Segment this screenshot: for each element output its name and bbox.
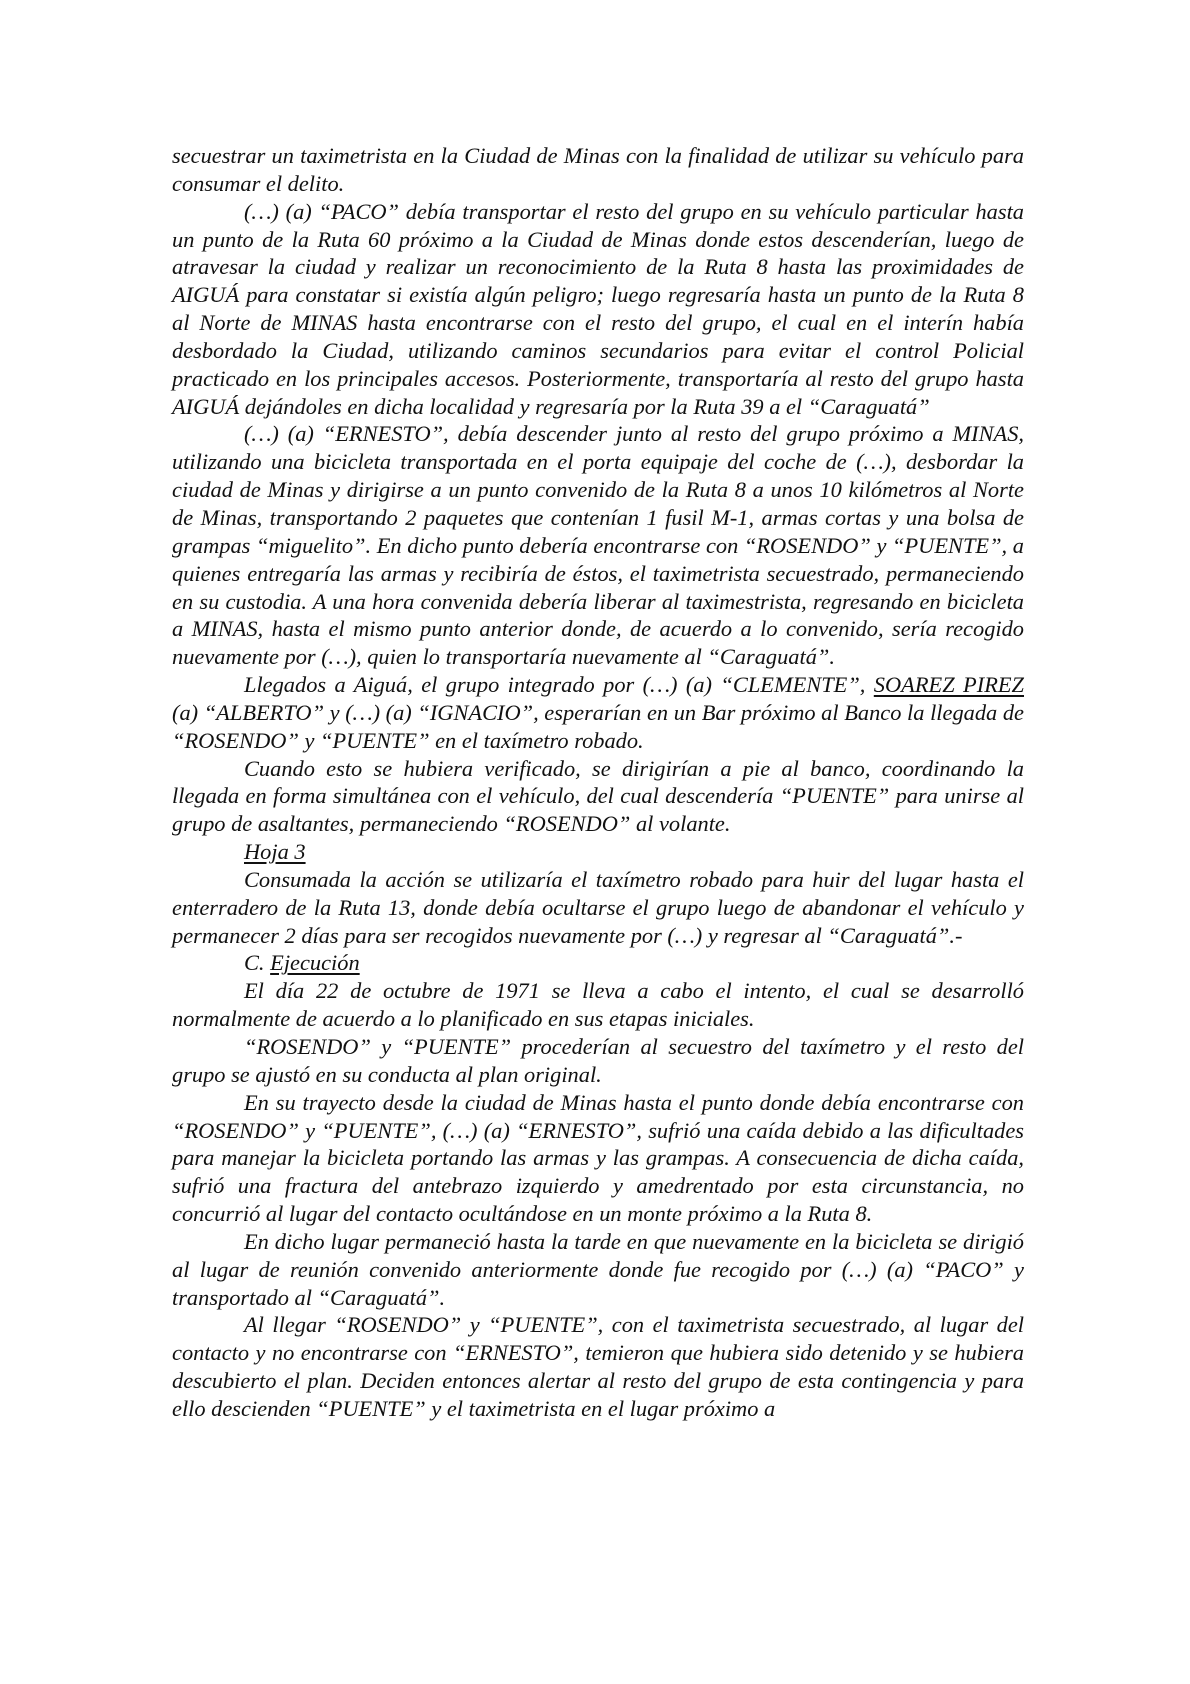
paragraph-4-text-b: (a) “ALBERTO” y (…) (a) “IGNACIO”, esperarían en un Bar próximo al Banco la llegada de “ROSENDO” y “PUENTE” en el taxímetro robado. xyxy=(172,699,1024,753)
paragraph-5: Cuando esto se hubiera verificado, se dirigirían a pie al banco, coordinando la llegada en forma simultánea con el vehículo, del cual descendería “PUENTE” para unirse al grupo de asaltantes, permaneciendo “ROSENDO” al volante. xyxy=(172,755,1024,837)
sheet-marker xyxy=(172,838,1024,866)
sheet-marker-text: Hoja 3 xyxy=(244,839,306,865)
paragraph-3: (…) (a) “ERNESTO”, debía descender junto al resto del grupo próximo a MINAS, utilizando una bicicleta transportada en el porta equipaje del coche de (…), desbordar la ciudad de Minas y dirigirse a un punto convenido de la Ruta 8 a unos 10 kilómetros al Norte de Minas, transportando 2 paquetes que contenían 1 fusil M-1, armas cortas y una bolsa de grampas “miguelito”. En dicho punto debería encontrarse con “ROSENDO” y “PUENTE”, a quienes entregaría las armas y recibiría de éstos, el taximetrista secuestrado, permaneciendo en su custodia. A una hora convenida debería liberar al taximestrista, regresando en bicicleta a MINAS, hasta el mismo punto anterior donde, de acuerdo a lo convenido, sería recogido nuevamente por (…), quien lo transportaría nuevamente al “Caraguatá”. xyxy=(172,421,1024,670)
paragraph-13: Al llegar “ROSENDO” y “PUENTE”, con el taximetrista secuestrado, al lugar del contacto y no encontrarse con “ERNESTO”, temieron que hubiera sido detenido y se hubiera descubierto el plan. Deciden entonces alertar al resto del grupo de esta contingencia y para ello descienden “PUENTE” y el taximetrista en el lugar próximo a xyxy=(172,1312,1024,1421)
section-heading-prefix: C. xyxy=(244,950,271,976)
section-heading-title: Ejecución xyxy=(270,950,360,976)
paragraph-9: El día 22 de octubre de 1971 se lleva a cabo el intento, el cual se desarrolló normalmente de acuerdo a lo planificado en sus etapas iniciales. xyxy=(172,978,1024,1032)
underlined-name: SOAREZ PIREZ xyxy=(873,672,1024,698)
document-page xyxy=(172,142,1024,1423)
paragraph-4-text-a: Llegados a Aiguá, el grupo integrado por (…) (a) “CLEMENTE”, xyxy=(244,672,874,698)
paragraph-11: En su trayecto desde la ciudad de Minas hasta el punto donde debía encontrarse con “ROSENDO” y “PUENTE”, (…) (a) “ERNESTO”, sufrió una caída debido a las dificultades para manejar la bicicleta portando las armas y las grampas. A consecuencia de dicha caída, sufrió una fractura del antebrazo izquierdo y amedrentado por esta circunstancia, no concurrió al lugar del contacto ocultándose en un monte próximo a la Ruta 8. xyxy=(172,1089,1024,1227)
paragraph-7: Consumada la acción se utilizaría el taxímetro robado para huir del lugar hasta el enterradero de la Ruta 13, donde debía ocultarse el grupo luego de abandonar el vehículo y permanecer 2 días para ser recogidos nuevamente por (…) y regresar al “Caraguatá”.- xyxy=(172,866,1024,948)
paragraph-12: En dicho lugar permaneció hasta la tarde en que nuevamente en la bicicleta se dirigió al lugar de reunión convenido anteriormente donde fue recogido por (…) (a) “PACO” y transportado al “Caraguatá”. xyxy=(172,1228,1024,1310)
paragraph-10: “ROSENDO” y “PUENTE” procederían al secuestro del taxímetro y el resto del grupo se ajustó en su conducta al plan original. xyxy=(172,1034,1024,1087)
paragraph-4 xyxy=(172,671,1024,755)
paragraph-1: secuestrar un taximetrista en la Ciudad de Minas con la finalidad de utilizar su vehículo para consumar el delito. xyxy=(172,143,1024,196)
section-heading xyxy=(172,949,1024,977)
paragraph-2: (…) (a) “PACO” debía transportar el resto del grupo en su vehículo particular hasta un punto de la Ruta 60 próximo a la Ciudad de Minas donde estos descenderían, luego de atravesar la ciudad y realizar un reconocimiento de la Ruta 8 hasta las proximidades de AIGUÁ para constatar si existía algún peligro; luego regresaría hasta un punto de la Ruta 8 al Norte de MINAS hasta encontrarse con el resto del grupo, el cual en el interín había desbordado la Ciudad, utilizando caminos secundarios para evitar el control Policial practicado en los principales accesos. Posteriormente, transportaría al resto del grupo hasta AIGUÁ dejándoles en dicha localidad y regresaría por la Ruta 39 a el “Caraguatá” xyxy=(172,198,1024,419)
